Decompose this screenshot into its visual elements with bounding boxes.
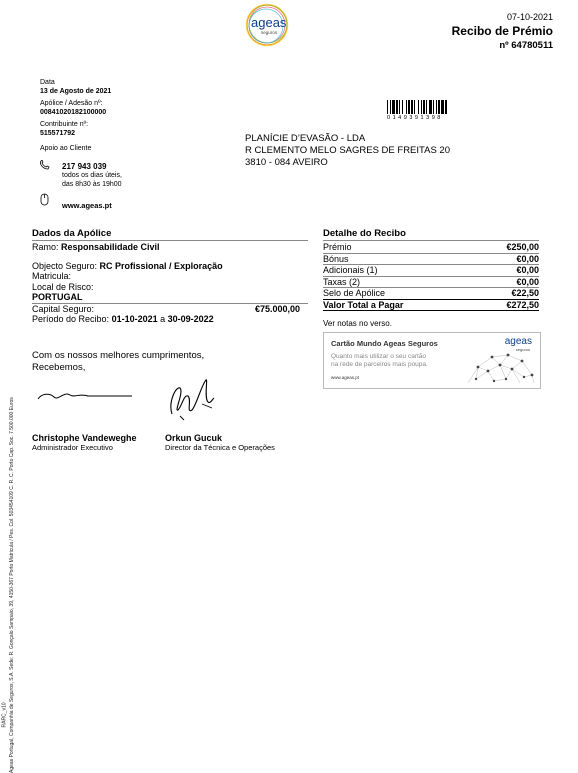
info-block xyxy=(40,78,190,153)
network-globe-icon xyxy=(464,347,536,385)
row-value: €22,50 xyxy=(511,288,539,298)
policy-label: Apólice / Adesão nº: xyxy=(40,100,103,107)
contrib-label: Contribuinte nº: xyxy=(40,121,89,128)
periodo-row xyxy=(32,314,308,325)
company-legal-text: Ageas Portugal, Companhia de Seguros, S.A. Sede: R. Gonçalo Sampaio, 39, 4150-367 Porto Matricula / Pes. Col. 503454109 C. R. C. Porto Cap. Soc. 7.500.000 Euros xyxy=(9,397,15,773)
capital-value: €75.000,00 xyxy=(254,303,300,314)
receipt-row-taxas xyxy=(323,277,539,288)
address-line-2: R CLEMENTO MELO SAGRES DE FREITAS 20 xyxy=(245,145,451,156)
card-url: www.ageas.pt xyxy=(331,375,360,380)
total-label: Valor Total a Pagar xyxy=(323,299,404,310)
card-logo: ageas xyxy=(504,336,532,347)
row-label: Prémio xyxy=(323,242,352,252)
row-label: Adicionais (1) xyxy=(323,265,378,275)
phone-number: 217 943 039 xyxy=(62,162,107,171)
objecto-value: RC Profissional / Exploração xyxy=(99,260,223,271)
row-label: Bónus xyxy=(323,253,349,264)
policy-section xyxy=(32,228,308,325)
row-value: €0,00 xyxy=(516,253,539,264)
footer-code: RARC_v10 xyxy=(1,702,8,728)
divider xyxy=(323,240,539,241)
row-value: €250,00 xyxy=(506,242,539,252)
address-line-3: 3810 - 084 AVEIRO xyxy=(245,157,328,168)
capital-label: Capital Seguro: xyxy=(32,303,95,314)
periodo-start: 01-10-2021 xyxy=(111,314,158,324)
policy-value: 00841020182100000 xyxy=(40,109,107,116)
barcode xyxy=(387,100,448,121)
signatory-2-role: Director da Técnica e Operações xyxy=(165,443,275,452)
card-text-1: Quanto mais utilizar o seu cartão xyxy=(331,353,427,360)
hours-line-1: todos os dias úteis, xyxy=(62,172,122,179)
total-value: €272,50 xyxy=(506,299,539,310)
website-link[interactable]: www.ageas.pt xyxy=(62,201,112,210)
hours-line-2: das 8h30 às 19h00 xyxy=(62,181,122,188)
barcode-bar xyxy=(447,100,448,114)
signatory-1-name: Christophe Vandeweghe xyxy=(32,433,137,443)
contrib-value: 515571792 xyxy=(40,130,76,137)
barcode-number: 0 1 4 9 3 9 1 3 9 8 xyxy=(387,115,441,121)
signatory-2 xyxy=(165,433,275,452)
receipt-heading: Detalhe do Recibo xyxy=(323,228,406,239)
logo-text: ageas xyxy=(251,15,287,30)
receipt-total-row xyxy=(323,300,539,311)
card-title: Cartão Mundo Ageas Seguros xyxy=(331,339,438,348)
support-label: Apoio ao Cliente xyxy=(40,145,92,152)
receipt-rows xyxy=(323,242,539,311)
card-promo[interactable] xyxy=(323,332,541,389)
matricula-label: Matricula: xyxy=(32,271,72,281)
row-label: Selo de Apólice xyxy=(323,288,386,298)
receipt-row-premio xyxy=(323,242,539,253)
ramo-row xyxy=(32,242,308,253)
ramo-label: Ramo: xyxy=(32,242,62,252)
header-date: 07-10-2021 xyxy=(506,12,553,22)
date-value: 13 de Agosto de 2021 xyxy=(40,88,112,95)
capital-row xyxy=(32,304,308,315)
policy-heading: Dados da Apólice xyxy=(32,228,112,239)
receipt-title: Recibo de Prémio xyxy=(451,24,553,38)
address-line-1: PLANÍCIE D’EVASÃO - LDA xyxy=(245,133,366,144)
row-label: Taxas (2) xyxy=(323,276,361,287)
logo-sub: seguros xyxy=(261,30,278,35)
support-block xyxy=(62,162,202,189)
periodo-label: Período do Recibo: xyxy=(32,314,112,324)
receipt-row-adicionais xyxy=(323,265,539,276)
signatory-1 xyxy=(32,433,137,452)
local-label: Local de Risco: xyxy=(32,281,94,292)
closing-text xyxy=(32,350,204,374)
receipt-row-bonus xyxy=(323,254,539,265)
closing-line-2: Recebemos, xyxy=(32,362,86,373)
local-value: PORTUGAL xyxy=(32,292,83,302)
divider xyxy=(32,240,308,241)
ramo-value: Responsabilidade Civil xyxy=(61,242,160,252)
receipt-number: nº 64780511 xyxy=(499,40,553,51)
receipt-section xyxy=(323,228,539,328)
receipt-row-selo xyxy=(323,288,539,299)
signatory-2-name: Orkun Gucuk xyxy=(165,433,223,443)
ageas-logo xyxy=(238,2,296,48)
phone-icon xyxy=(39,157,51,167)
row-value: €0,00 xyxy=(516,265,539,275)
periodo-sep: a xyxy=(157,314,168,324)
signature-2 xyxy=(162,374,217,424)
objecto-label: Objecto Seguro: xyxy=(32,260,100,271)
date-label: Data xyxy=(40,79,55,86)
row-value: €0,00 xyxy=(516,276,539,287)
address-block xyxy=(245,133,450,169)
mouse-icon xyxy=(40,193,50,207)
closing-line-1: Com os nossos melhores cumprimentos, xyxy=(32,350,205,361)
card-text-2: na rede de parceiros mais poupa. xyxy=(331,361,428,368)
signatory-1-role: Administrador Executivo xyxy=(32,443,113,452)
periodo-end: 30-09-2022 xyxy=(167,314,214,324)
notes-text: Ver notas no verso. xyxy=(323,319,392,328)
card-logo-sub: seguros xyxy=(515,347,530,352)
objecto-row xyxy=(32,261,308,272)
signature-1 xyxy=(36,385,136,405)
